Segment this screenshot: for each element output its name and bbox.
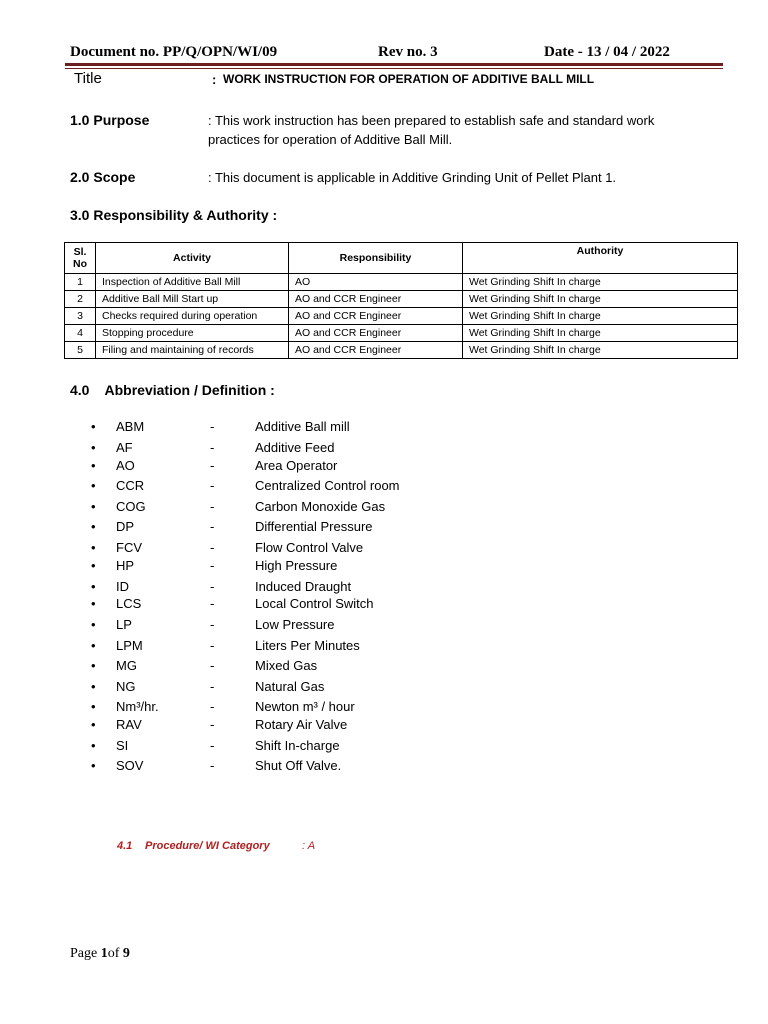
document-number: Document no. PP/Q/OPN/WI/09 <box>70 44 278 60</box>
abbr-code: AF <box>116 440 133 455</box>
abbr-dash: - <box>210 679 215 694</box>
abbr-code: SOV <box>116 758 144 773</box>
cell-responsibility: AO and CCR Engineer <box>289 308 463 325</box>
cell-no: 4 <box>65 325 96 342</box>
abbr-dash: - <box>210 440 215 455</box>
abbr-definition: Additive Ball mill <box>255 419 350 434</box>
abbr-dash: - <box>210 658 215 673</box>
bullet: • <box>91 638 96 653</box>
sl-label: Sl. <box>73 246 87 258</box>
abbr-definition: Low Pressure <box>255 617 335 632</box>
abbr-code: LP <box>116 617 132 632</box>
abbr-definition: Induced Draught <box>255 579 352 594</box>
bullet: • <box>91 596 96 611</box>
col-header-activity: Activity <box>96 243 289 274</box>
abbr-code: FCV <box>116 540 142 555</box>
table-header-row <box>65 243 738 274</box>
table-row <box>65 291 738 308</box>
abbr-definition: High Pressure <box>255 558 338 573</box>
title-label: Title <box>74 70 102 87</box>
cell-authority: Wet Grinding Shift In charge <box>463 291 738 308</box>
abbr-dash: - <box>210 596 215 611</box>
cell-no: 2 <box>65 291 96 308</box>
title-colon: : <box>212 72 217 87</box>
page-total: 9 <box>122 946 130 961</box>
cell-no: 1 <box>65 274 96 291</box>
abbr-definition: Differential Pressure <box>255 519 373 534</box>
cell-authority: Wet Grinding Shift In charge <box>463 342 738 359</box>
cell-activity: Checks required during operation <box>96 308 289 325</box>
abbr-code: COG <box>116 499 146 514</box>
header-rule-thin <box>65 68 723 69</box>
abbr-code: Nm³/hr. <box>116 699 159 714</box>
bullet: • <box>91 738 96 753</box>
abbr-dash: - <box>210 540 215 555</box>
table-row <box>65 274 738 291</box>
abbr-code: RAV <box>116 717 142 732</box>
procedure-label: Procedure/ WI Category <box>145 840 270 852</box>
abbr-code: LPM <box>116 638 143 653</box>
procedure-value: : A <box>302 840 316 852</box>
col-header-responsibility: Responsibility <box>289 243 463 274</box>
abbr-definition: Additive Feed <box>255 440 335 455</box>
purpose-line-2: practices for operation of Additive Ball Mill. <box>208 132 453 147</box>
abbr-code: ABM <box>116 419 145 434</box>
abbr-code: MG <box>116 658 137 673</box>
abbr-dash: - <box>210 717 215 732</box>
bullet: • <box>91 458 96 473</box>
document-date: Date - 13 / 04 / 2022 <box>544 44 670 60</box>
abbr-dash: - <box>210 638 215 653</box>
abbr-dash: - <box>210 558 215 573</box>
abbr-definition: Area Operator <box>255 458 338 473</box>
cell-authority: Wet Grinding Shift In charge <box>463 274 738 291</box>
bullet: • <box>91 699 96 714</box>
abbr-code: HP <box>116 558 135 573</box>
abbr-definition: Centralized Control room <box>255 478 400 493</box>
header-rule <box>65 63 723 66</box>
abbr-definition: Newton m³ / hour <box>255 699 355 714</box>
abbreviation-label: 4.0 Abbreviation / Definition : <box>70 382 275 398</box>
abbr-dash: - <box>210 699 215 714</box>
bullet: • <box>91 579 96 594</box>
purpose-label: 1.0 Purpose <box>70 112 150 128</box>
cell-authority: Wet Grinding Shift In charge <box>463 325 738 342</box>
cell-activity: Inspection of Additive Ball Mill <box>96 274 289 291</box>
abbr-dash: - <box>210 478 215 493</box>
bullet: • <box>91 658 96 673</box>
abbr-code: SI <box>116 738 129 753</box>
bullet: • <box>91 558 96 573</box>
page-current: 1 <box>100 946 108 961</box>
abbr-definition: Mixed Gas <box>255 658 318 673</box>
responsibility-label: 3.0 Responsibility & Authority : <box>70 207 278 223</box>
scope-text: : This document is applicable in Additive Grinding Unit of Pellet Plant 1. <box>208 170 617 185</box>
col-header-authority: Authority <box>463 243 738 274</box>
cell-responsibility: AO and CCR Engineer <box>289 342 463 359</box>
abbr-dash: - <box>210 458 215 473</box>
abbr-dash: - <box>210 617 215 632</box>
table-row <box>65 342 738 359</box>
purpose-line-1: : This work instruction has been prepared to establish safe and standard work <box>208 113 655 128</box>
abbr-dash: - <box>210 738 215 753</box>
abbr-definition: Rotary Air Valve <box>255 717 348 732</box>
abbr-code: LCS <box>116 596 142 611</box>
abbr-dash: - <box>210 519 215 534</box>
revision-number: Rev no. 3 <box>378 44 438 60</box>
no-label: No <box>73 258 87 270</box>
cell-activity: Additive Ball Mill Start up <box>96 291 289 308</box>
abbr-code: ID <box>116 579 129 594</box>
cell-authority: Wet Grinding Shift In charge <box>463 308 738 325</box>
col-header-sl <box>65 243 96 274</box>
bullet: • <box>91 679 96 694</box>
abbr-dash: - <box>210 758 215 773</box>
cell-responsibility: AO <box>289 274 463 291</box>
responsibility-table <box>64 242 738 359</box>
abbr-definition: Shut Off Valve. <box>255 758 342 773</box>
cell-activity: Filing and maintaining of records <box>96 342 289 359</box>
abbr-code: DP <box>116 519 135 534</box>
bullet: • <box>91 758 96 773</box>
of-word: of <box>107 946 120 961</box>
abbr-dash: - <box>210 419 215 434</box>
cell-no: 3 <box>65 308 96 325</box>
cell-activity: Stopping procedure <box>96 325 289 342</box>
abbr-definition: Shift In-charge <box>255 738 340 753</box>
abbr-dash: - <box>210 499 215 514</box>
abbr-code: NG <box>116 679 136 694</box>
abbr-code: CCR <box>116 478 145 493</box>
document-title: WORK INSTRUCTION FOR OPERATION OF ADDITIVE BALL MILL <box>223 72 595 86</box>
abbr-definition: Flow Control Valve <box>255 540 364 555</box>
table-row <box>65 325 738 342</box>
bullet: • <box>91 419 96 434</box>
abbr-code: AO <box>116 458 135 473</box>
abbr-definition: Local Control Switch <box>255 596 374 611</box>
abbr-definition: Carbon Monoxide Gas <box>255 499 386 514</box>
abbr-definition: Liters Per Minutes <box>255 638 360 653</box>
cell-responsibility: AO and CCR Engineer <box>289 291 463 308</box>
bullet: • <box>91 717 96 732</box>
cell-responsibility: AO and CCR Engineer <box>289 325 463 342</box>
scope-label: 2.0 Scope <box>70 169 136 185</box>
bullet: • <box>91 440 96 455</box>
abbr-definition: Natural Gas <box>255 679 325 694</box>
bullet: • <box>91 499 96 514</box>
bullet: • <box>91 478 96 493</box>
cell-no: 5 <box>65 342 96 359</box>
procedure-number: 4.1 <box>117 840 133 852</box>
bullet: • <box>91 617 96 632</box>
table-row <box>65 308 738 325</box>
bullet: • <box>91 540 96 555</box>
bullet: • <box>91 519 96 534</box>
page-footer <box>70 946 130 962</box>
abbr-dash: - <box>210 579 215 594</box>
page-word: Page <box>70 946 98 961</box>
